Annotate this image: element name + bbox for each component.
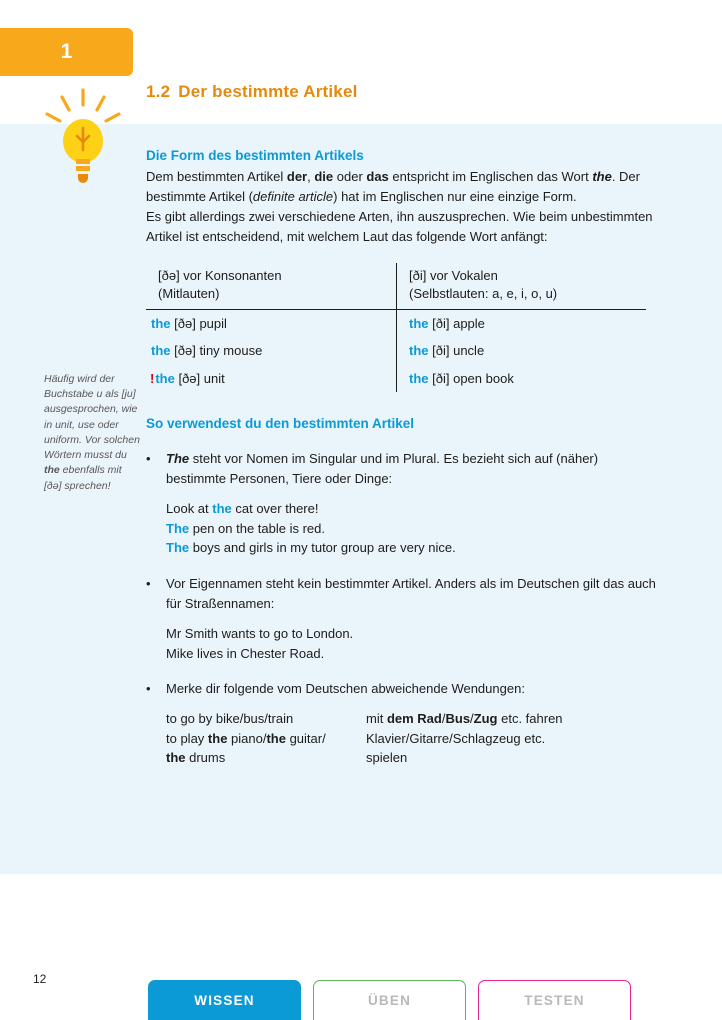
example-block [166,499,656,558]
phrase-bold: Zug [473,711,498,727]
table-header-cell [146,263,396,308]
table-row [146,310,646,338]
example-word: unit [203,370,225,386]
word-the: the [409,370,429,386]
table-cell [146,337,396,365]
text-fragment: ) hat im Englischen nur eine einzige Form. [333,189,577,205]
phrase-text: piano/ [227,730,267,746]
chapter-number: 1 [60,40,73,63]
word-the: the [151,343,171,359]
text-fragment: Dem bestimmten Artikel [146,168,287,184]
bullet-marker: • [146,575,151,591]
phonetic: [ðə] [174,343,196,359]
phrase-text: / [470,711,474,727]
example-word: uncle [453,343,485,359]
phrase-text: etc. fahren [497,711,563,727]
phonetic: [ðə] [178,370,201,386]
text-italic-definite-article: definite article [252,189,334,205]
list-item-text: Merke dir folgende vom Deutschen abweichende Wendungen: [166,681,525,697]
phrase-bold: the [266,730,286,746]
example-post: cat over there! [231,501,319,517]
phrase-text: mit [366,711,387,727]
phrase-text: to play [166,730,208,746]
tab-label: WISSEN [194,992,255,1008]
phrase-english [166,709,366,729]
example-pre: Look at [166,501,213,517]
pronunciation-table [146,263,646,392]
list-item-body [166,679,656,768]
phrase-bold: the [166,750,186,766]
bullet-marker: • [146,451,151,467]
phrase-german [366,748,656,768]
text-bold-die: die [314,168,334,184]
phrase-pair-row [166,748,656,768]
side-note-text: ebenfalls mit [ðə] sprechen! [44,464,122,492]
table-header-row [146,263,646,309]
table-cell [146,310,396,338]
list-item-body [166,449,656,558]
subheading-usage: So verwendest du den bestimmten Artikel [146,416,415,432]
table-row [146,337,646,365]
phonetic: [ðə] [174,315,196,331]
phrase-bold: the [207,730,228,746]
phrase-text: Klavier/Gitarre/Schlagzeug etc. [366,730,546,746]
table-row [146,365,646,393]
footer-tabbar [148,980,631,1020]
example-post: pen on the table is red. [189,520,325,536]
example-word: tiny mouse [199,343,263,359]
highlight-the: The [166,520,190,536]
tab-testen[interactable] [478,980,631,1020]
example-line [166,499,656,519]
chapter-tab [0,28,133,76]
example-word: open book [453,370,514,386]
phrase-german [366,729,656,749]
paragraph-form-1 [146,167,656,207]
word-the: the [151,315,171,331]
phrase-bold: Bus [445,711,471,727]
phrase-german [366,709,656,729]
side-note-bold-the: the [44,464,60,477]
phrase-pair-row [166,729,656,749]
page-title [146,82,358,102]
table-header-line2: (Selbstlauten: a, e, i, o, u) [409,286,558,302]
example-line [166,538,656,558]
table-header-line1: [ðə] vor Konsonanten [158,268,282,284]
example-post: boys and girls in my tutor group are very nice. [189,540,456,556]
bullet-marker: • [146,681,151,697]
page-number: 12 [33,972,47,986]
attention-mark: ! [150,370,155,386]
table-cell [146,365,396,393]
text-fragment: . Der bestimmte Artikel ( [146,168,640,205]
highlight-the: the [212,501,232,517]
phonetic: [ði] [432,370,450,386]
example-word: pupil [199,315,227,331]
word-the: the [409,343,429,359]
example-word: apple [453,315,485,331]
example-line [166,519,656,539]
list-item [146,449,656,558]
phrase-text: drums [185,750,226,766]
side-note [44,372,140,494]
phrase-text: spielen [366,750,408,766]
lead-word: The [166,451,190,467]
text-bolditalic-the: the [592,168,612,184]
lightbulb-icon [40,88,126,188]
list-item-body [166,574,656,663]
example-block [166,624,656,663]
table-header-line1: [ði] vor Vokalen [409,268,498,284]
highlight-the: The [166,540,190,556]
word-the: the [409,315,429,331]
section-title-text: Der bestimmte Artikel [178,82,358,101]
list-item [146,679,656,768]
text-fragment: , [307,168,315,184]
table-cell [396,310,646,338]
table-header-line2: (Mitlauten) [158,286,220,302]
side-note-text: Häufig wird der Buchstabe u als [ju] ausgesprochen, wie in unit, use oder uniform. Vor solchen Wörtern musst du [44,373,140,462]
phrase-text: to go by bike/bus/train [166,711,294,727]
word-the: the [155,370,175,386]
phrase-text: guitar/ [285,730,326,746]
paragraph-form-2: Es gibt allerdings zwei verschiedene Arten, ihn auszusprechen. Wie beim unbestimmten Artikel ist entscheidend, mit welchem Laut das folgende Wort anfängt: [146,209,653,245]
text-fragment: entspricht im Englischen das Wort [388,168,593,184]
text-bold-das: das [366,168,389,184]
section-number: 1.2 [146,82,171,101]
text-bold-der: der [286,168,308,184]
table-cell [396,365,646,393]
phrase-english [166,729,366,749]
subheading-form: Die Form des bestimmten Artikels [146,148,364,163]
usage-bullet-list [146,449,656,768]
tab-label: TESTEN [524,993,585,1008]
example-line: Mike lives in Chester Road. [166,645,325,661]
table-body [146,310,646,393]
phrase-text: / [441,711,446,727]
tab-label: ÜBEN [367,993,412,1008]
table-cell [396,337,646,365]
tab-ueben[interactable] [313,980,466,1020]
phrase-english [166,748,366,768]
phrase-bold: dem Rad [386,711,442,727]
list-item-text: steht vor Nomen im Singular und im Plural. Es bezieht sich auf (näher) bestimmte Personen, Tiere oder Dinge: [166,451,599,487]
example-line: Mr Smith wants to go to London. [166,626,354,642]
text-fragment: oder [333,168,367,184]
phonetic: [ði] [432,343,450,359]
main-content [146,146,656,768]
list-item-text: Vor Eigennamen steht kein bestimmter Artikel. Anders als im Deutschen gilt das auch für Straßennamen: [166,575,656,612]
phonetic: [ði] [432,315,450,331]
table-header-cell [396,263,646,308]
tab-wissen[interactable] [148,980,301,1020]
phrase-pair-row [166,709,656,729]
list-item [146,574,656,663]
